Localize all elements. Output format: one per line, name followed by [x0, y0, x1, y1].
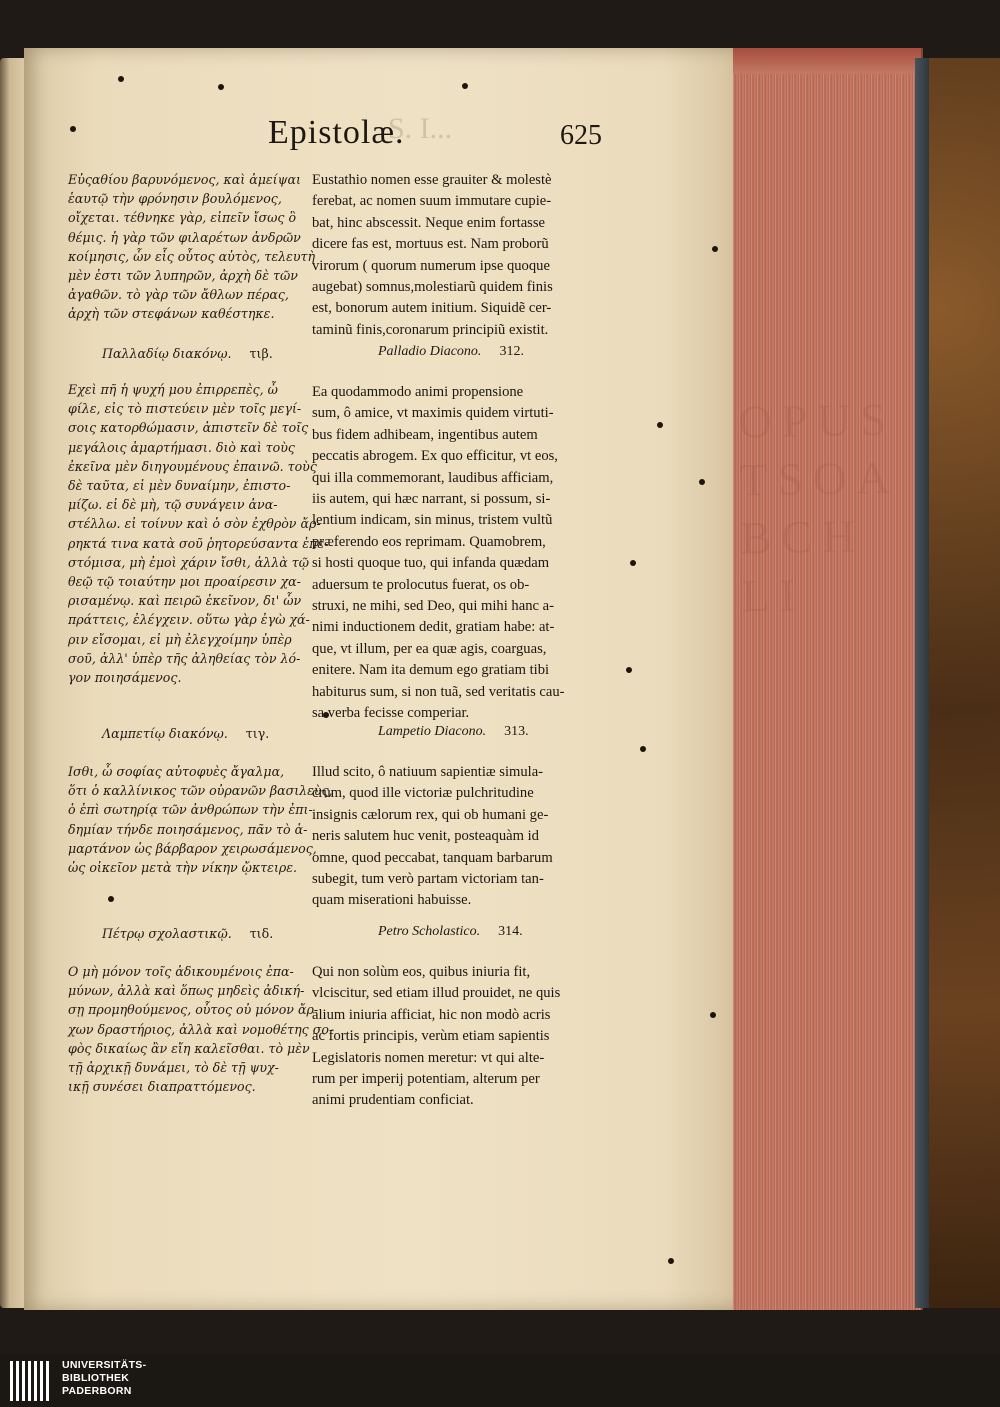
- facing-page-edge: [0, 58, 24, 1308]
- latin-addressee: Lampetio Diacono.: [378, 724, 487, 739]
- latin-line: sum, ô amice, vt maximis quidem virtuti-: [312, 405, 554, 422]
- latin-intro-column: [312, 170, 614, 341]
- latin-line: iis autem, qui hæc narrant, si possum, si-: [312, 491, 551, 508]
- greek-addressee: Παλλαδίῳ διακόνῳ.: [102, 346, 232, 361]
- latin-line: habiturus sum, si non tuã, sed veritatis cau-: [312, 683, 565, 700]
- greek-line: μὲν ἐστι τῶν λυπηρῶν, ἀρχὴ δὲ τῶν: [68, 268, 298, 284]
- greek-letter-text: [68, 962, 334, 1096]
- wormhole-mark: [108, 896, 114, 902]
- greek-line: σῃ προμηθούμενος, οὗτος οὐ μόνον ἄρ-: [68, 1002, 319, 1018]
- library-name-line: UNIVERSITÄTS-: [62, 1359, 147, 1371]
- running-head: Epistolæ.: [268, 114, 405, 151]
- latin-line: enitere. Nam ita demum ego gratiam tibi: [312, 662, 550, 679]
- latin-line: quam miserationi habuisse.: [312, 892, 472, 909]
- wormhole-mark: [118, 76, 124, 82]
- greek-line: ικῇ συνέσει διαπραττόμενος.: [68, 1079, 256, 1095]
- latin-line: struxi, ne mihi, sed Deo, qui mihi hanc a-: [312, 598, 554, 615]
- greek-line: σοῦ, ἀλλ' ὑπὲρ τῆς ἀληθείας τὸν λό-: [68, 650, 301, 666]
- wormhole-mark: [668, 1258, 674, 1264]
- wormhole-mark: [699, 479, 705, 485]
- latin-letter-text: [312, 382, 614, 725]
- greek-line: Εχεὶ πῆ ἡ ψυχή μου ἐπιρρεπὲς, ὦ: [68, 382, 278, 397]
- latin-line: vlciscitur, sed etiam illud prouidet, ne quis: [312, 985, 561, 1002]
- latin-line: taminũ finis,coronarum principiũ existit.: [312, 321, 549, 338]
- greek-line: μίζω. εἰ δὲ μὴ, τῷ συνάγειν ἀνα-: [68, 497, 278, 513]
- latin-line: ferebat, ac nomen suum immutare cupie-: [312, 193, 552, 210]
- latin-letter-heading: [378, 924, 523, 940]
- latin-line: peccatis abrogem. Ex quo efficitur, vt eos,: [312, 448, 558, 465]
- greek-letter-heading: [102, 726, 269, 741]
- wormhole-mark: [462, 83, 468, 89]
- greek-line: σοις κατορθώμασιν, ἀπιστεῖν δὲ τοῖς: [68, 420, 309, 436]
- greek-line: τῇ ἀρχικῇ δυνάμει, τὸ δὲ τῇ ψυχ-: [68, 1060, 279, 1076]
- page-block-top-edge: [733, 48, 921, 74]
- greek-line: φίλε, εἰς τὸ πιστεύειν μὲν τοῖς μεγί-: [68, 401, 302, 417]
- latin-line: insignis cælorum rex, qui ob humani ge-: [312, 806, 549, 823]
- page-block-fore-edge: [733, 48, 923, 1310]
- greek-letter-text: [68, 380, 329, 687]
- greek-line: δημίαν τήνδε ποιησάμενος, πᾶν τὸ ἁ-: [68, 821, 308, 837]
- library-logo-icon: [10, 1361, 54, 1401]
- latin-line: Eustathio nomen esse grauiter & molestè: [312, 172, 552, 188]
- show-through-heading: S. I...: [388, 112, 453, 145]
- latin-line: virorum ( quorum numerum ipse quoque: [312, 257, 550, 274]
- greek-line: στόμισα, μὴ ἐμοὶ χάριν ἴσθι, ἀλλὰ τῷ: [68, 554, 309, 570]
- latin-letter-number: 312.: [499, 344, 524, 359]
- wormhole-mark: [710, 1012, 716, 1018]
- latin-line: rum per imperij potentiam, alterum per: [312, 1071, 540, 1088]
- latin-letter-text: [312, 962, 614, 1112]
- greek-line: ἀρχὴ τῶν στεφάνων καθέστηκε.: [68, 306, 275, 322]
- latin-addressee: Palladio Diacono.: [378, 344, 482, 359]
- greek-line: Εὐςαθίου βαρυνόμενος, καὶ ἀμείψαι: [68, 172, 301, 187]
- latin-line: Illud scito, ô natiuum sapientiæ simula-: [312, 764, 544, 780]
- library-footer: [0, 1355, 1000, 1407]
- greek-letter-text: [68, 762, 333, 877]
- greek-line: ὁ ἐπὶ σωτηρίᾳ τῶν ἀνθρώπων τὴν ἐπι-: [68, 802, 313, 818]
- greek-line: ριν εἴσομαι, εἰ μὴ ἐλεγχοίμην ὑπὲρ: [68, 631, 292, 647]
- greek-line: ὡς οἰκεῖον μετὰ τὴν νίκην ᾤκτειρε.: [68, 860, 298, 876]
- latin-addressee: Petro Scholastico.: [378, 924, 481, 939]
- greek-line: χων δραστήριος, ἀλλὰ καὶ νομοθέτης σο-: [68, 1021, 334, 1037]
- greek-line: Ισθι, ὦ σοφίας αὐτοφυὲς ἄγαλμα,: [68, 764, 285, 779]
- greek-line: ἐκεῖνα μὲν διηγουμένους ἐπαινῶ. τοὺς: [68, 458, 317, 474]
- greek-line: μεγάλοις ἁμαρτήμασι. διὸ καὶ τοὺς: [68, 439, 295, 455]
- latin-letter-heading: [378, 724, 529, 740]
- greek-intro-column: [68, 170, 316, 324]
- greek-line: κοίμησις, ὧν εἷς οὗτος αὐτὸς, τελευτὴ: [68, 248, 316, 264]
- latin-line: nimi inductionem dedit, gratiam habe: at-: [312, 619, 555, 636]
- latin-line: dicere fas est, mortuus est. Nam proborũ: [312, 236, 549, 253]
- latin-line: qui illa commemorant, laudibus afficiam,: [312, 469, 554, 486]
- latin-letter-heading: [378, 344, 524, 360]
- wormhole-mark: [640, 746, 646, 752]
- latin-line: præferendo eos reprimam. Quamobrem,: [312, 533, 546, 550]
- latin-line: alium iniuria afficiat, hic non modò acris: [312, 1006, 551, 1023]
- greek-line: Ο μὴ μόνον τοῖς ἀδικουμένοις ἐπα-: [68, 964, 294, 979]
- latin-line: ac fortis principis, verùm etiam sapientis: [312, 1028, 550, 1045]
- greek-letter-number: τιδ.: [249, 926, 274, 941]
- latin-line: lentium indicam, sin minus, tristem vultũ: [312, 512, 553, 529]
- greek-addressee: Πέτρῳ σχολαστικῷ.: [102, 926, 232, 941]
- greek-line: θέμις. ἡ γὰρ τῶν φιλαρέτων ἀνδρῶν: [68, 229, 301, 245]
- latin-line: subegit, tum verò partam victoriam tan-: [312, 871, 544, 888]
- page-number: 625: [560, 120, 602, 151]
- latin-line: bat, hinc abscessit. Neque enim fortasse: [312, 214, 546, 231]
- latin-line: neris salutem huc venit, posteaquàm id: [312, 828, 539, 845]
- greek-line: δὲ ταῦτα, εἰ μὲν δυναίμην, ἐπιστο-: [68, 478, 291, 494]
- library-name-line: PADERBORN: [62, 1385, 132, 1397]
- greek-line: ἑαυτῷ τὴν φρόνησιν βουλόμενος,: [68, 191, 282, 207]
- greek-line: μαρτάνον ὡς βάρβαρον χειρωσάμενος,: [68, 840, 317, 856]
- greek-line: μύνων, ἀλλὰ καὶ ὅπως μηδεὶς ἀδική-: [68, 983, 305, 999]
- greek-line: θεῷ τῷ τοιαύτην μοι προαίρεσιν χα-: [68, 574, 301, 590]
- latin-letter-number: 313.: [504, 724, 529, 739]
- wormhole-mark: [712, 246, 718, 252]
- show-through-stamp: OPUS TSOA BCH LI: [738, 393, 901, 622]
- greek-line: ἀγαθῶν. τὸ γὰρ τῶν ἄθλων πέρας,: [68, 287, 289, 303]
- latin-letter-text: [312, 762, 614, 912]
- library-name-line: BIBLIOTHEK: [62, 1372, 130, 1384]
- greek-letter-heading: [102, 926, 273, 941]
- greek-line: οἴχεται. τέθνηκε γὰρ, εἰπεῖν ἴσως ὃ: [68, 210, 297, 226]
- latin-letter-number: 314.: [498, 924, 523, 939]
- wormhole-mark: [657, 422, 663, 428]
- wormhole-mark: [218, 84, 224, 90]
- greek-line: ρισαμένῳ. καὶ πειρῶ ἐκεῖνον, δι' ὧν: [68, 593, 302, 609]
- greek-line: γον ποιησάμενος.: [68, 670, 182, 686]
- greek-line: ρηκτά τινα κατὰ σοῦ ῥητορεύσαντα ἐπε-: [68, 535, 329, 551]
- greek-line: φὸς δικαίως ἂν εἴη καλεῖσθαι. τὸ μὲν: [68, 1040, 310, 1056]
- greek-line: πράττεις, ἐλέγχειν. οὕτω γὰρ ἐγὼ χά-: [68, 612, 310, 628]
- latin-line: Legislatoris nomen meretur: vt qui alte-: [312, 1049, 545, 1066]
- greek-letter-number: τιγ.: [245, 726, 270, 741]
- latin-line: que, vt illum, per ea quæ agis, coarguas,: [312, 640, 547, 657]
- latin-line: sa verba fecisse comperiar.: [312, 705, 470, 722]
- latin-line: Ea quodammodo animi propensione: [312, 384, 524, 400]
- latin-line: augebat) somnus,molestiarũ quidem finis: [312, 279, 553, 296]
- greek-addressee: Λαμπετίῳ διακόνῳ.: [102, 726, 228, 741]
- latin-line: omne, quod peccabat, tanquam barbarum: [312, 849, 553, 866]
- greek-line: ὅτι ὁ καλλίνικος τῶν οὐρανῶν βασιλεὺς,: [68, 783, 333, 799]
- greek-line: στέλλω. εἰ τοίνυν καὶ ὁ σὸν ἐχθρὸν ἄρ-: [68, 516, 321, 532]
- library-name: [62, 1359, 146, 1398]
- latin-line: aduersum te prolocutus fuerat, os ob-: [312, 576, 530, 593]
- latin-line: est, bonorum autem initium. Siquidẽ cer-: [312, 300, 552, 317]
- latin-line: animi prudentiam conficiat.: [312, 1092, 474, 1109]
- greek-letter-number: τιβ.: [249, 346, 273, 361]
- wormhole-mark: [630, 560, 636, 566]
- greek-letter-heading: [102, 346, 273, 361]
- wormhole-mark: [626, 667, 632, 673]
- latin-line: bus fidem adhibeam, ingentibus autem: [312, 426, 538, 443]
- latin-line: Qui non solùm eos, quibus iniuria fit,: [312, 964, 531, 980]
- marbled-cover: [915, 58, 1000, 1308]
- latin-line: si hosti quoque tuo, qui infanda quædam: [312, 555, 550, 572]
- latin-line: crum, quod ille victoriæ pulchritudine: [312, 785, 534, 802]
- wormhole-mark: [70, 126, 76, 132]
